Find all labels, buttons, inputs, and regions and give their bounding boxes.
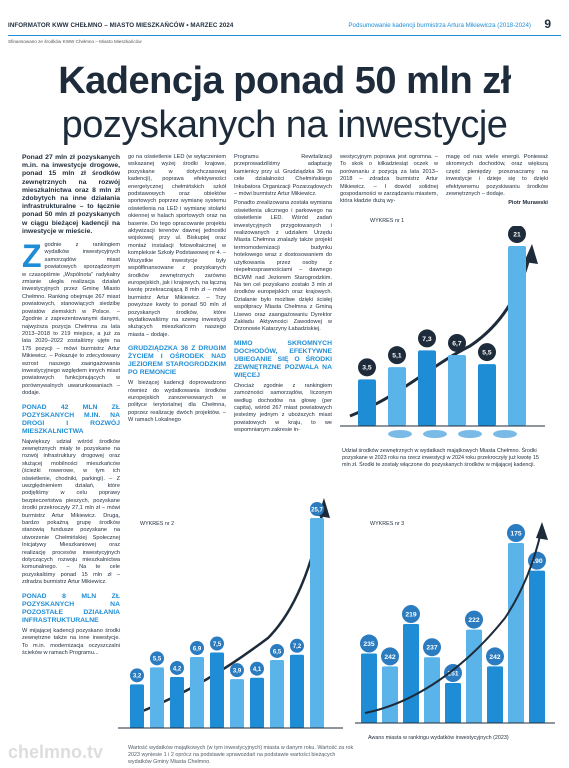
column-3 [234, 154, 332, 435]
chart-2 [118, 488, 343, 750]
header-rule [8, 35, 561, 36]
headline-line-2: pozyskanych na inwestycje [61, 104, 508, 146]
bar-5-data-label: 3,9 [232, 668, 242, 675]
chart-3-label: WYKRES nr 3 [370, 521, 405, 527]
column-1 [22, 154, 120, 657]
bar [230, 679, 244, 728]
bar-0-data-label: 3,5 [362, 364, 372, 372]
subheading: PONAD 8 MLN ZŁ POZYSKANYCH NA POZOSTAŁE DZIAŁANIA INFRASTRUKTURALNE [22, 592, 120, 624]
funding-note: Sfinansowano ze środków KWW Chełmno – Miasto Mieszkańców [8, 39, 142, 44]
bar [448, 355, 466, 426]
bar [382, 666, 398, 723]
chart-3-caption: Awans miasta w rankingu wydatków inwestycyjnych (2023) [368, 735, 509, 741]
bar-1-data-label: 5,5 [152, 656, 162, 663]
bar [466, 630, 482, 723]
bar-5-data-label: 222 [468, 616, 480, 624]
drop-cap: Z [22, 238, 42, 275]
bar-2-data-label: 4,2 [172, 666, 182, 673]
subheading: MIMO SKROMNYCH DOCHODÓW, EFEKTYWNE UBIEGANIE SIĘ O ŚRODKI ZEWNĘTRZNE POZWALA NA WIĘCEJ [234, 339, 332, 379]
bar [310, 518, 324, 728]
subheading: GRUDZIĄDZKA 36 Z DRUGIM ŻYCIEM I OŚRODEK NAD JEZIOREM STAROGRODZKIM PO REMONCIE [128, 345, 226, 377]
bar-8-data-label: 7,2 [292, 644, 302, 651]
chart-1-caption: Udział środków zewnętrznych w wydatkach majątkowych Miasta Chełmno. Środki pozyskane w 2023 roku na rzecz inwestycji w 2024 roku przekroczyły już kwotę 15 mln zł. Środki te zostały włączone do pozyskanych środków w mijającej kadencji. [342, 448, 539, 468]
bar-7-data-label: 6,5 [272, 649, 282, 656]
bar-6-data-label: 4,1 [252, 667, 262, 674]
column-2 [128, 154, 226, 425]
bar-0-data-label: 235 [363, 640, 375, 648]
bar [487, 666, 503, 723]
paragraph: go na oświetlenie LED (w wyłączeniem wskazanej wyżej środki krajowe, pozyskane w dotychczasowej kadencji), poprawa efektywności energetycznej chełmińskich szkół podstawowych oraz obiektów sportowych poprzez wymianę systemu oświetlenia na LED i wymianę stolarki okiennej w halach sportowych oraz na basenie. Do tego opracowanie projektu aktywizacji terenów dawnej jednostki wojskowej przy ul. Biskupiej oraz montaż instalacji fotowoltaicznej w kompleksie Szkoły Podstawowej nr 4. – Wszystkie inwestycje były współfinansowane z pozyskanych środków zewnętrznych zarówno europejskich, jak i krajowych, na łączną kwotę przekraczającą 8 mln zł – mówi burmistrz Artur Mikiewicz. – Trzy powyższe kwoty to ponad 50 mln zł pozyskanych środków, które wydatkowaliśmy na szereg inwestycji służących mieszkańcom naszego miasta – dodaje. [128, 154, 226, 338]
chart-1-label: WYKRES nr 1 [370, 218, 405, 224]
bar-2-data-label: 219 [405, 611, 417, 619]
watermark: chelmno.tv [8, 742, 104, 762]
bar [290, 655, 304, 728]
header-publication: INFORMATOR KWW CHEŁMNO – MIASTO MIESZKAŃCÓW • MARZEC 2024 [8, 22, 234, 29]
arrow-head-icon [524, 244, 538, 264]
bar-2-data-label: 7,3 [422, 335, 432, 343]
bar-4-data-label: 7,5 [212, 641, 222, 648]
trend-arrow [350, 254, 530, 416]
bar-4-data-label: 5,5 [482, 349, 492, 357]
bar [358, 379, 376, 426]
bar-3-data-label: 237 [426, 644, 438, 652]
chart-3 [355, 518, 555, 740]
bar [508, 543, 524, 723]
coin-icon [423, 430, 447, 438]
paragraph: Chociaż zgodnie z rankingiem zamożności samorządów, liczonym według dochodów na głowę (per capita), wśród 267 miast powiatowych jesteśmy jednym z uboższych miast powiatowych w kraju, to we wspomnianym zakresie in- [234, 382, 332, 434]
bar-3-data-label: 6,7 [452, 340, 462, 348]
bar-8-data-label: 190 [531, 558, 543, 566]
bar [190, 657, 204, 728]
bar-9-data-label: 25,7 [311, 507, 323, 514]
bar [388, 367, 406, 426]
bar [445, 683, 461, 723]
bar [424, 657, 440, 723]
coin-icon [388, 430, 412, 438]
paragraph: westycyjnym poprawa jest ogromna. – To skok o kilkadziesiąt oczek w porównaniu z pozycją za lata 2013–2018 – zdradza burmistrz Artur Mikiewicz. – I dowód solidnej gospodarności w zarządzaniu miastem, która kładzie dużą wy- [340, 154, 438, 205]
chart-2-caption: Wartość wydatków majątkowych (w tym inwestycyjnych) miasta w danym roku. Wartość za rok 2023 wyniesie 1 i 2 oprócz na podstawie sprawozdań na podstawie wartości bieżących wydatków Gminy Miasta Chełmno. [128, 745, 354, 765]
headline-line-1: Kadencja ponad 50 mln zł [58, 60, 511, 102]
bar [150, 667, 164, 728]
coin-icon [493, 430, 517, 438]
bar [270, 660, 284, 728]
paragraph [22, 238, 120, 398]
bar-6-data-label: 242 [489, 653, 501, 661]
bar [130, 684, 144, 728]
bar-1-data-label: 5,1 [392, 352, 402, 360]
subheading: PONAD 42 MLN ZŁ POZYSKANYCH M.IN. NA DROGI I ROZWÓJ MIESZKALNICTWA [22, 403, 120, 435]
paragraph-text: godnie z rankingiem wydatków inwestycyjnych samorządów miast powiatowych sporządzonym w czasopiśmie „Wspólnota” radykalny zmianie uległa realizacja działań inwestycyjnych przez Gminę Miasto Chełmno. Ranking obejmuje 267 miast powiatowych, stanowiących siedzibę powiatów ziemskich w Polsce. – Zgodnie z zaprezentowanymi danymi, najwyższa pozycja Chełmna za lata 2013–2018 to 219 miejsce, a już za lata 2020–2022 zostaliśmy ujęte na 175 pozycji – mówi burmistrz Artur Mikiewicz. – Pokazuje to zdecydowany wzrost naszego zaangażowania inwestycyjnego względem innych miast powiatowych funkcjonujących w porównywalnych uwarunkowaniach – dodaje. [22, 242, 120, 397]
paragraph: magę od nas wiele energii. Ponieważ skromnych dochodów, oraz większą część pieniędzy przeznaczamy na inwestycje i dzieje się to dzięki efektywnemu pozyskiwaniu środków zewnętrznych – dodaje. [446, 154, 548, 198]
bar-7-data-label: 175 [510, 530, 522, 538]
bar-3-data-label: 6,9 [192, 646, 202, 653]
bar [529, 571, 545, 723]
coin-icon [458, 430, 482, 438]
page-header [8, 17, 561, 44]
author-signature: Piotr Murawski [508, 200, 548, 207]
bar [170, 677, 184, 728]
bar-1-data-label: 242 [384, 653, 396, 661]
paragraph: Programu Rewitalizacji przeprowadziliśmy adaptację kamienicy przy ul. Grudziądzka 36 na cele działalności Chełmińskiego Inkubatora Organizacji Pozarządowych – mówi burmistrz Artur Mikiewicz. [234, 154, 332, 198]
column-5 [446, 154, 548, 208]
bar [210, 653, 224, 728]
bar-0-data-label: 3,2 [132, 673, 142, 680]
bar [478, 364, 496, 426]
page-number: 9 [544, 17, 551, 31]
bar [403, 624, 419, 723]
bar-5-data-label: 21 [513, 231, 521, 239]
lead-paragraph: Ponad 27 mln zł pozyskanych m.in. na inwestycje drogowe, ponad 15 mln zł środków zewnętrznych na rozwój mieszkalnictwa oraz 8 mln zł zdobytych na inne działania infrastrukturalne – to łącznie ponad 50 mln zł pozyskanych w ciągu bieżącej kadencji na inwestycje w mieście. [22, 154, 120, 235]
bar-4-data-label: 251 [447, 670, 459, 678]
column-4 [340, 154, 438, 206]
bar [418, 350, 436, 426]
chart-1 [340, 226, 545, 444]
paragraph: Ponadto zrealizowana została wymiana oświetlenia ulicznego i parkowego na oświetlenie LED. Wśród zadań inwestycyjnych przygotowanych i realizowanych z udziałem Urzędu Miasta Chełmna znalazły także projekt termomodernizacji budynku hotelowego wraz z dostosowaniem do użytkowania przez osoby z niepełnosprawnościami – dawnego BCWM nad Jeziorem Starogrodzkim. Na ten cel pozyskano zostało 3 mln zł środków europejskich oraz krajowych. Działanie było możliwe dzięki ścisłej współpracy Miasta Chełmna z Gminą Lisewo oraz zaangażowaniu Dyrektor Zakładu Aktywności Zawodowej w Drzonowie Katarzyny Łabadziskiej. [234, 200, 332, 333]
chart-2-label: WYKRES nr 2 [140, 521, 175, 527]
paragraph: W mijającej kadencji pozyskano środki zewnętrzne także na inne inwestycje. To m.in. modernizacja oczyszczalni ścieków w ramach Programu... [22, 627, 120, 656]
header-section: Podsumowanie kadencji burmistrza Artura Mikiewicza (2018-2024) [348, 22, 531, 29]
paragraph: W bieżącej kadencji doprowadzono również do wydatkowania środków europejskich zarezerwowanych w polityce terytorialnej dla Chełmna, poprzez realizację dwóch projektów. – W ramach Lokalnego [128, 380, 226, 424]
bar [250, 678, 264, 728]
bar [508, 246, 526, 426]
arrow-head-icon [536, 522, 548, 540]
paragraph: Największy udział wśród środków zewnętrznych miały te pozyskane na rozwój infrastruktury drogowej oraz służącej mobilności mieszkańców (ścieżki rowerowe, w tym ich oświetlenie, chodniki, parkingi). – Z uwzględnieniem działań, które podjęliśmy w celu poprawy bezpieczeństwa pieszych, pozyskane środki przekroczyły 27,1 mln zł – mówi burmistrz Artur Mikiewicz. Drugą, bardzo pokaźną grupę środków stanowią fundusze pozyskane na utworzenie Chełmińskiej Społecznej Inicjatywy Mieszkaniowej oraz realizację procesów inwestycyjnych dotyczących rozwoju mieszkalnictwa komunalnego. – Na te cele pozyskaliśmy ponad 15 mln zł – zdradza burmistrz Artur Mikiewicz. [22, 438, 120, 586]
